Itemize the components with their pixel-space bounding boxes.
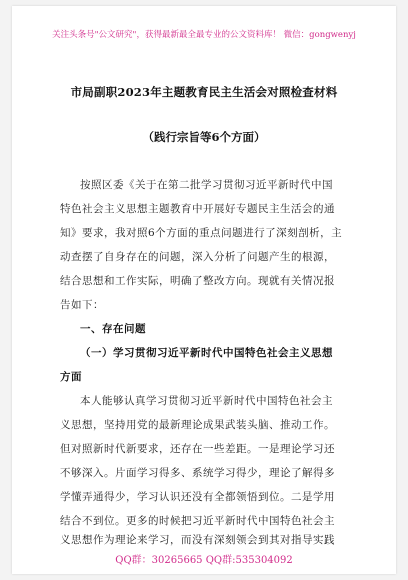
document-page bbox=[12, 6, 396, 574]
paragraph-line: 结合不到位。更多的时候把习近平新时代中国特色社会主 bbox=[60, 515, 335, 527]
section-heading: 一、存在问题 bbox=[80, 323, 146, 335]
paragraph-line: 动查摆了自身存在的问题，深入分析了问题产生的根源， bbox=[60, 251, 335, 263]
document-subtitle: （践行宗旨等6个方面） bbox=[142, 130, 266, 144]
paragraph-line: 义思想作为理论来学习，而没有深刻领会到其对指导实践 bbox=[60, 534, 335, 546]
subsection-heading: 方面 bbox=[60, 371, 82, 383]
paragraph-line: 本人能够认真学习贯彻习近平新时代中国特色社会主 bbox=[80, 395, 333, 407]
paragraph-line: 按照区委《关于在第二批学习贯彻习近平新时代中国 bbox=[80, 179, 333, 191]
subsection-heading: （一）学习贯彻习近平新时代中国特色社会主义思想 bbox=[80, 347, 333, 359]
footer-watermark: QQ群：30265665 QQ群:535304092 bbox=[115, 555, 293, 566]
paragraph-line: 告如下： bbox=[60, 299, 104, 311]
paragraph-line: 知》要求，我对照6个方面的重点问题进行了深刻剖析，主 bbox=[60, 227, 343, 239]
paragraph-line: 结合思想和工作实际，明确了整改方向。现就有关情况报 bbox=[60, 275, 335, 287]
document-title: 市局副职2023年主题教育民主生活会对照检查材料 bbox=[70, 85, 338, 99]
paragraph-line: 不够深入。片面学习得多、系统学习得少，理论了解得多 bbox=[60, 467, 335, 479]
paragraph-line: 特色社会主义思想主题教育中开展好专题民主生活会的通 bbox=[60, 203, 335, 215]
paragraph-line: 但对照新时代新要求，还存在一些差距。一是理论学习还 bbox=[60, 443, 335, 455]
paragraph-line: 义思想，坚持用党的最新理论成果武装头脑、推动工作。 bbox=[60, 419, 335, 431]
paragraph-line: 学懂弄通得少，学习认识还没有全都领悟到位。二是学用 bbox=[60, 491, 335, 503]
header-watermark: 关注头条号"公文研究"，获得最新最全最专业的公文资料库！ 微信：gongwenyj bbox=[52, 30, 356, 40]
